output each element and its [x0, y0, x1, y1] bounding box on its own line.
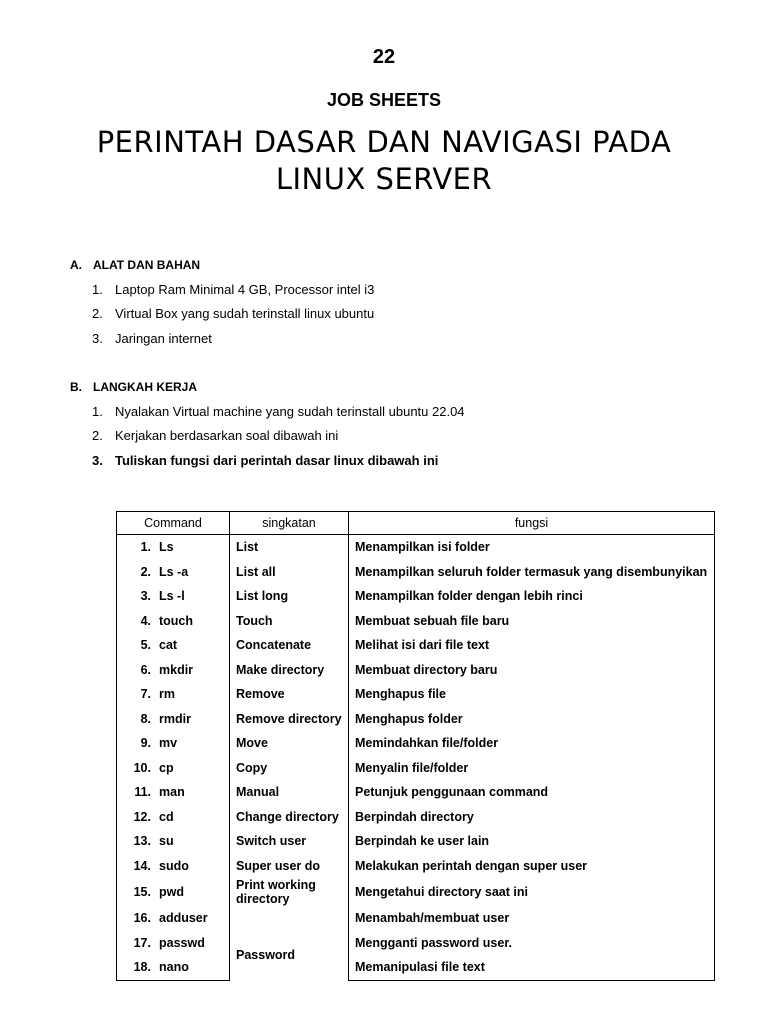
table-row [117, 829, 715, 854]
document-title [60, 124, 708, 198]
section-letter: B. [70, 380, 82, 394]
abbr-cell: Concatenate [230, 633, 349, 658]
command-cell [117, 707, 230, 732]
function-cell: Membuat sebuah file baru [349, 609, 715, 634]
row-number: 17. [133, 935, 151, 950]
table-row [117, 633, 715, 658]
command-cell [117, 854, 230, 879]
header-singkatan: singkatan [230, 512, 349, 535]
command-name: sudo [159, 858, 189, 873]
abbr-cell: List all [230, 560, 349, 585]
function-cell: Memanipulasi file text [349, 955, 715, 980]
command-cell [117, 805, 230, 830]
command-cell [117, 829, 230, 854]
function-cell: Berpindah ke user lain [349, 829, 715, 854]
command-name: Ls [159, 540, 174, 555]
header-command: Command [117, 512, 230, 535]
item-number: 2. [92, 306, 103, 322]
command-name: Ls -l [159, 589, 185, 604]
command-cell [117, 633, 230, 658]
row-number: 16. [133, 911, 151, 926]
function-cell: Menambah/membuat user [349, 906, 715, 931]
list-item [70, 424, 465, 449]
item-text: Virtual Box yang sudah terinstall linux ubuntu [115, 306, 375, 322]
function-cell: Melihat isi dari file text [349, 633, 715, 658]
title-line-2: LINUX SERVER [275, 162, 493, 196]
table-row [117, 731, 715, 756]
table-row [117, 878, 715, 906]
table-header-row [117, 512, 715, 535]
command-cell [117, 906, 230, 931]
function-cell: Memindahkan file/folder [349, 731, 715, 756]
section-title: LANGKAH KERJA [93, 380, 198, 394]
table-row [117, 955, 715, 980]
row-number: 9. [140, 736, 151, 751]
command-cell [117, 560, 230, 585]
command-table [116, 511, 715, 981]
command-name: pwd [159, 885, 184, 899]
table-row [117, 854, 715, 879]
command-cell [117, 535, 230, 560]
command-name: cp [159, 760, 174, 775]
function-cell: Menghapus file [349, 682, 715, 707]
command-cell [117, 658, 230, 683]
abbr-cell: Make directory [230, 658, 349, 683]
list-item [70, 448, 465, 473]
item-text: Tuliskan fungsi dari perintah dasar linux dibawah ini [115, 452, 439, 468]
abbr-cell: Print working directory [230, 878, 349, 906]
table-row [117, 609, 715, 634]
tools-list [70, 277, 374, 351]
command-cell [117, 931, 230, 956]
item-number: 1. [92, 403, 103, 419]
row-number: 7. [140, 687, 151, 702]
function-cell: Menampilkan seluruh folder termasuk yang disembunyikan [349, 560, 715, 585]
command-name: passwd [159, 935, 205, 950]
row-number: 10. [133, 760, 151, 775]
command-name: man [159, 785, 185, 800]
command-cell [117, 878, 230, 906]
row-number: 13. [133, 834, 151, 849]
command-name: mv [159, 736, 178, 751]
command-name: mkdir [159, 662, 194, 677]
table-row [117, 756, 715, 781]
table-row [117, 682, 715, 707]
section-heading [70, 258, 374, 276]
command-cell [117, 731, 230, 756]
row-number: 6. [140, 662, 151, 677]
abbr-cell: Password [230, 931, 349, 981]
command-name: adduser [159, 911, 208, 926]
section-alat-dan-bahan [70, 258, 374, 351]
command-name: nano [159, 960, 189, 975]
abbr-cell: Switch user [230, 829, 349, 854]
command-cell [117, 955, 230, 980]
command-name: su [159, 834, 174, 849]
command-cell [117, 682, 230, 707]
job-sheets-heading: JOB SHEETS [326, 90, 442, 110]
item-text: Nyalakan Virtual machine yang sudah terinstall ubuntu 22.04 [115, 403, 465, 419]
abbr-cell: Copy [230, 756, 349, 781]
row-number: 11. [134, 785, 151, 800]
row-number: 4. [140, 613, 151, 628]
abbr-cell [230, 906, 349, 931]
row-number: 1. [140, 540, 151, 555]
command-name: touch [159, 613, 194, 628]
page-number: 22 [372, 46, 396, 68]
item-text: Jaringan internet [115, 330, 212, 346]
table-row [117, 906, 715, 931]
section-heading [70, 380, 465, 398]
table-row [117, 931, 715, 956]
function-cell: Petunjuk penggunaan command [349, 780, 715, 805]
item-number: 1. [92, 281, 103, 297]
row-number: 18. [133, 960, 151, 975]
table-row [117, 780, 715, 805]
command-cell [117, 584, 230, 609]
function-cell: Menghapus folder [349, 707, 715, 732]
command-name: cat [159, 638, 178, 653]
abbr-cell: Change directory [230, 805, 349, 830]
row-number: 14. [133, 858, 151, 873]
row-number: 12. [133, 809, 151, 824]
steps-list [70, 399, 465, 473]
command-cell [117, 780, 230, 805]
item-text: Kerjakan berdasarkan soal dibawah ini [115, 428, 339, 444]
abbr-cell: Remove directory [230, 707, 349, 732]
table-row [117, 805, 715, 830]
abbr-cell: Remove [230, 682, 349, 707]
command-name: cd [159, 809, 174, 824]
abbr-cell: List [230, 535, 349, 560]
function-cell: Menampilkan isi folder [349, 535, 715, 560]
command-name: rm [159, 687, 175, 702]
list-item [70, 399, 465, 424]
abbr-cell: Super user do [230, 854, 349, 879]
function-cell: Menyalin file/folder [349, 756, 715, 781]
header-fungsi: fungsi [349, 512, 715, 535]
title-line-1: PERINTAH DASAR DAN NAVIGASI PADA [96, 125, 672, 159]
abbr-cell: Manual [230, 780, 349, 805]
table-row [117, 560, 715, 585]
function-cell: Mengganti password user. [349, 931, 715, 956]
abbr-cell: Touch [230, 609, 349, 634]
row-number: 8. [140, 711, 151, 726]
list-item [70, 326, 374, 351]
function-cell: Melakukan perintah dengan super user [349, 854, 715, 879]
row-number: 2. [140, 564, 151, 579]
item-number: 2. [92, 428, 103, 444]
row-number: 3. [140, 589, 151, 604]
command-cell [117, 609, 230, 634]
item-text: Laptop Ram Minimal 4 GB, Processor intel i3 [115, 281, 375, 297]
table-row [117, 658, 715, 683]
abbr-cell: Move [230, 731, 349, 756]
section-letter: A. [70, 258, 82, 272]
function-cell: Mengetahui directory saat ini [349, 878, 715, 906]
function-cell: Berpindah directory [349, 805, 715, 830]
command-name: rmdir [159, 711, 191, 726]
function-cell: Menampilkan folder dengan lebih rinci [349, 584, 715, 609]
list-item [70, 302, 374, 327]
row-number: 15. [133, 885, 151, 899]
section-langkah-kerja [70, 380, 465, 473]
function-cell: Membuat directory baru [349, 658, 715, 683]
table-row [117, 584, 715, 609]
command-name: Ls -a [159, 564, 189, 579]
table-row [117, 535, 715, 560]
abbr-cell: List long [230, 584, 349, 609]
command-cell [117, 756, 230, 781]
list-item [70, 277, 374, 302]
item-number: 3. [92, 330, 103, 346]
item-number: 3. [92, 452, 103, 468]
row-number: 5. [140, 638, 151, 653]
section-title: ALAT DAN BAHAN [93, 258, 201, 272]
table-row [117, 707, 715, 732]
